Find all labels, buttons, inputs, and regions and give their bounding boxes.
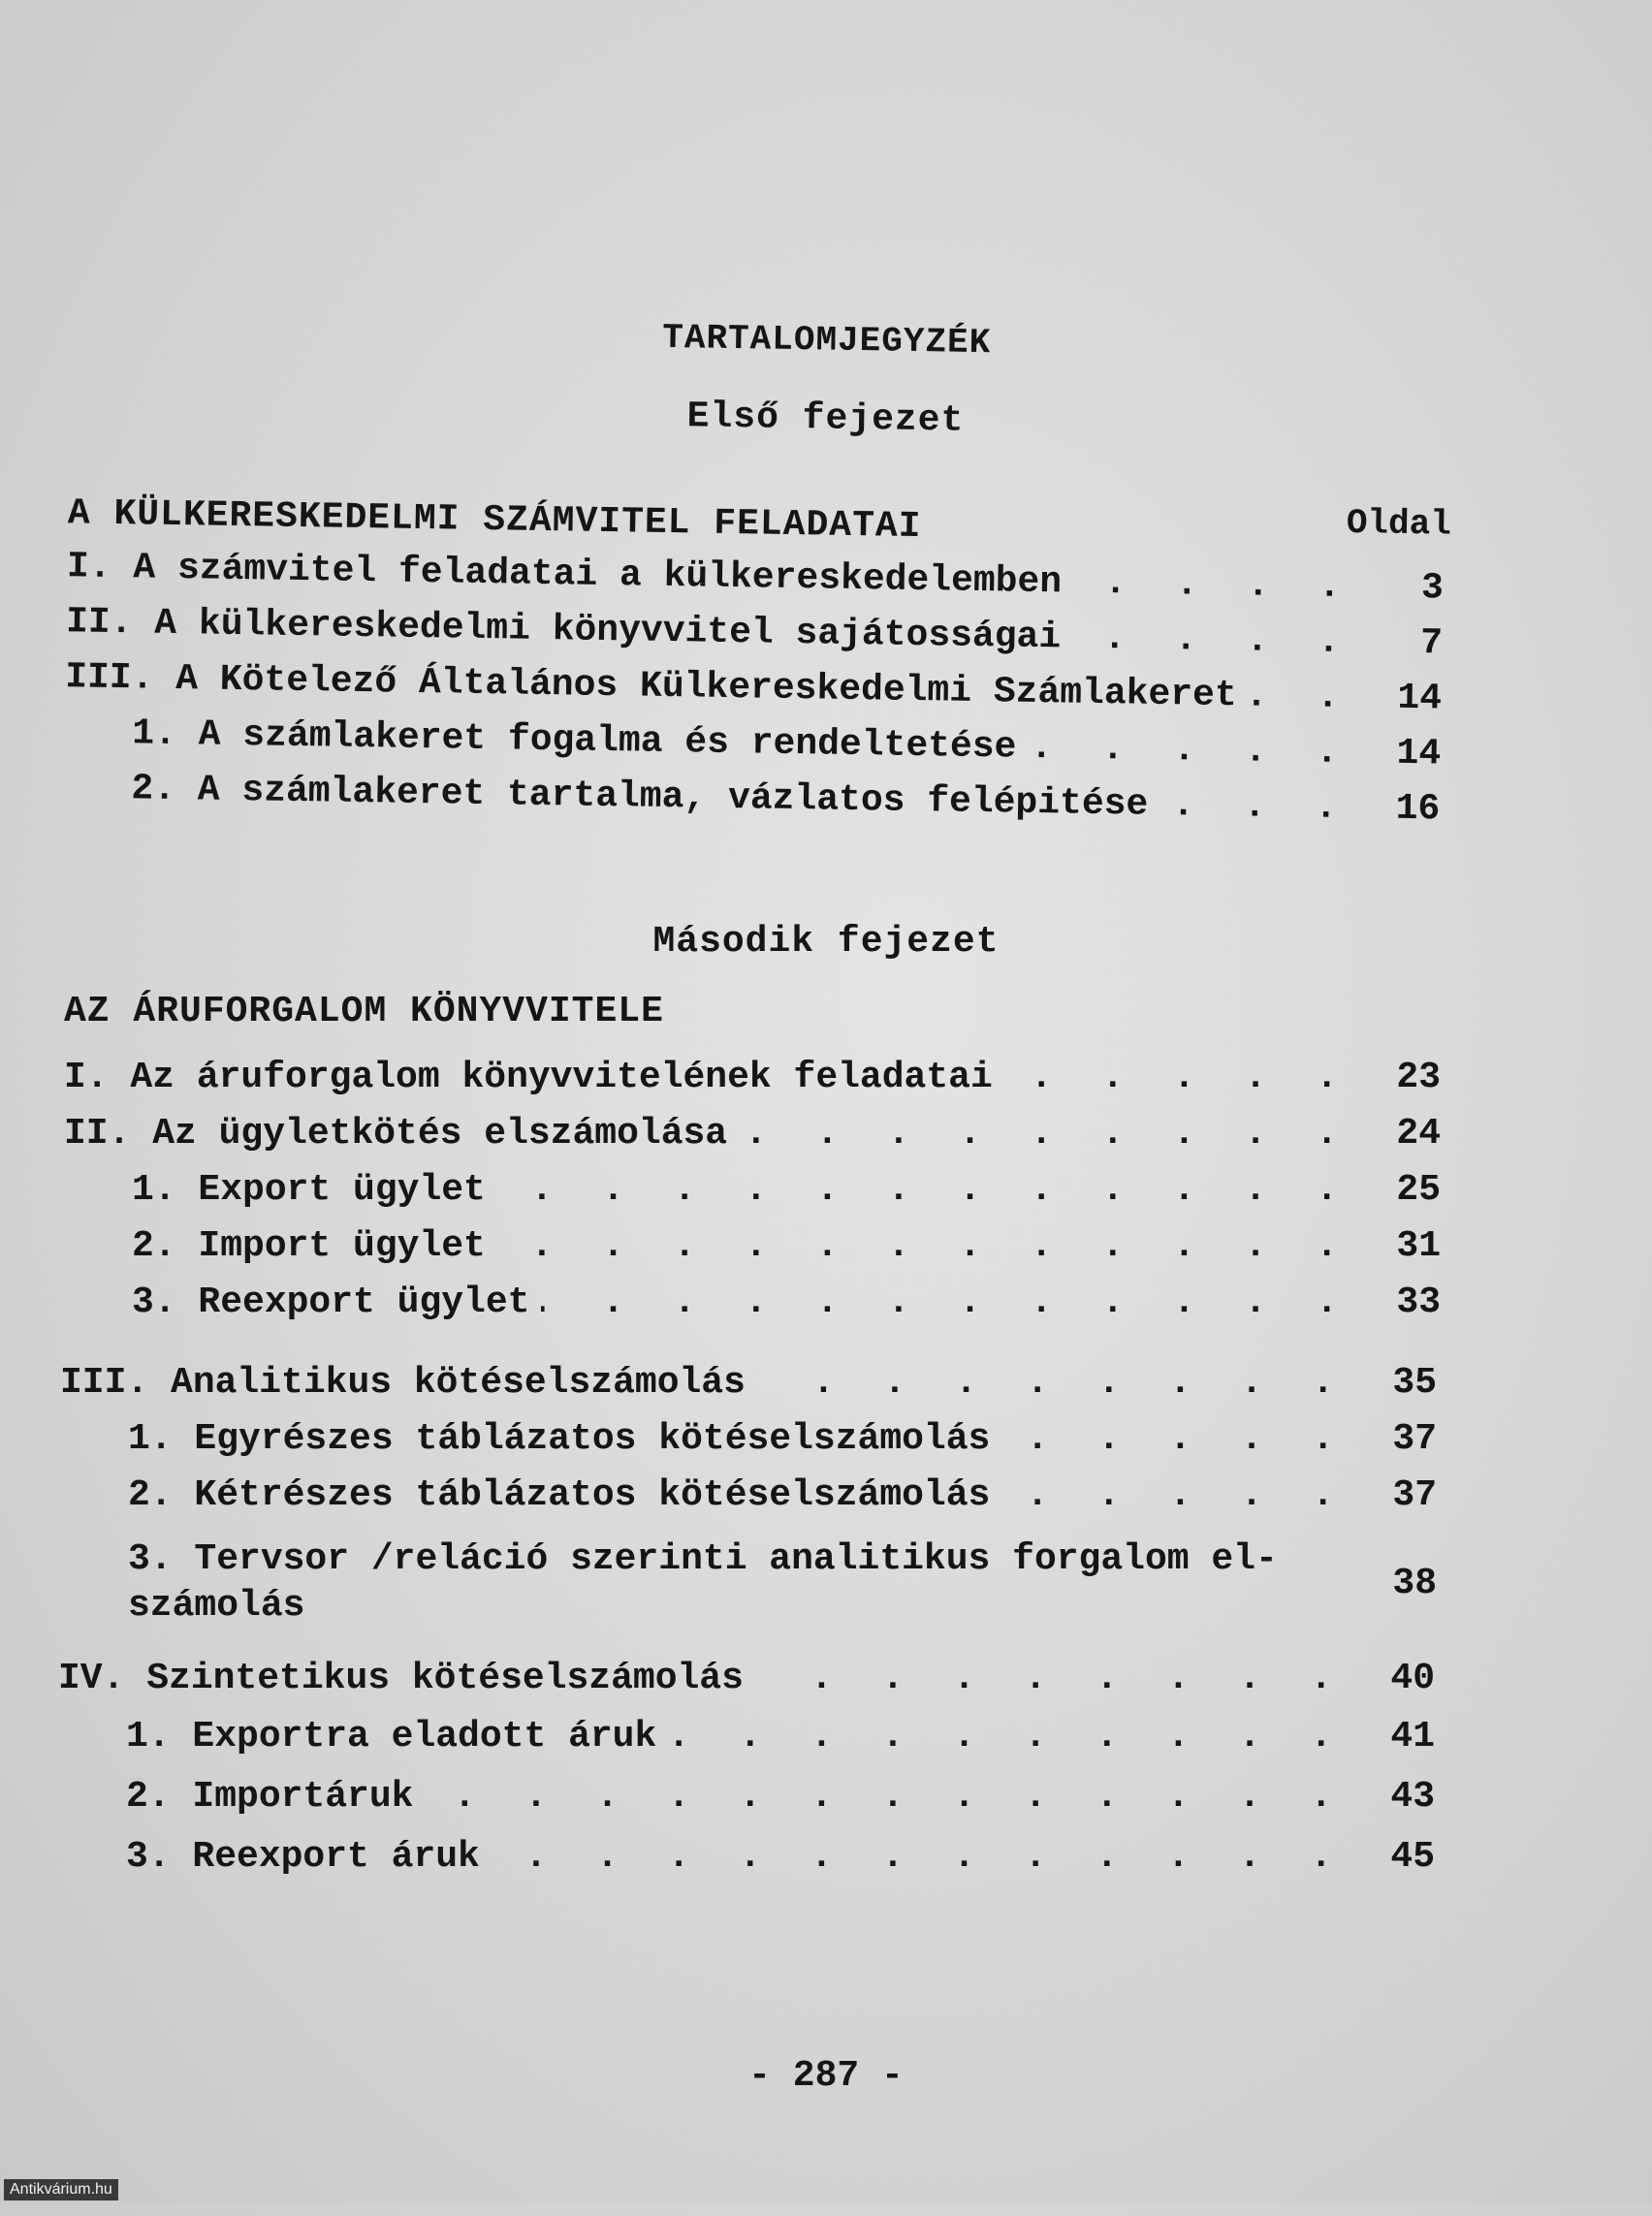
leader-dots [497,1225,1351,1267]
toc-row [58,1776,1435,1822]
toc-row [64,1225,1441,1272]
toc-row-page: 7 [1419,622,1444,665]
toc-row [60,1418,1437,1465]
toc-row-page: 14 [1396,732,1442,776]
toc-row-text: 1. A számlakeret fogalma és rendeltetése [131,712,1017,769]
toc-row-page: 38 [1392,1562,1437,1604]
toc-row-page: 40 [1390,1658,1435,1699]
toc-row [64,1169,1441,1216]
toc-row-text: 2. Importáruk [126,1776,414,1818]
toc-row-text: 2. Import ügylet [132,1225,486,1267]
toc-row-page: 16 [1395,787,1441,831]
leader-dots [739,1113,1351,1155]
leader-dots [492,1836,1346,1878]
leader-dots [497,1169,1351,1211]
leader-dots [1001,1474,1348,1516]
toc-row-page: 45 [1390,1836,1435,1878]
leader-dots [541,1282,1351,1323]
toc-row [60,1362,1437,1409]
toc-row [64,1282,1441,1328]
toc-row-text: 3. Reexport áruk [126,1836,480,1878]
toc-row [58,1716,1435,1762]
toc-row [60,1474,1437,1521]
leader-dots [668,1716,1346,1757]
toc-row-text: 3. Reexport ügylet [132,1282,530,1323]
leader-dots [757,1362,1348,1404]
toc-row [58,1836,1435,1883]
toc-row-text: II. Az ügyletkötés elszámolása [64,1113,728,1155]
toc-row-text: I. A számvitel feladatai a külkereskedelemben [66,546,1063,604]
toc-row-page: 23 [1396,1057,1441,1098]
toc-row-text: 1. Exportra eladott áruk [126,1716,657,1757]
toc-row [64,1057,1441,1103]
toc-row-page: 37 [1392,1418,1437,1460]
leader-dots [1073,562,1354,609]
toc-row-text: 3. Tervsor /reláció szerinti analitikus forgalom el-számolás [128,1538,1278,1627]
toc-row-text: 1. Export ügylet [132,1169,486,1211]
chapter1-label: Első fejezet [686,396,965,442]
toc-row-page: 41 [1390,1716,1435,1757]
page-column-label: Oldal [1346,502,1452,545]
toc-row-text: 2. A számlakeret tartalma, vázlatos felépitése [131,768,1149,826]
toc-row [63,767,1441,835]
toc-row-text: 1. Egyrészes táblázatos kötéselszámolás [128,1418,991,1460]
toc-row-page: 37 [1392,1474,1437,1516]
toc-row-page: 25 [1396,1169,1441,1211]
toc-row [58,1658,1435,1704]
toc-row-text: 2. Kétrészes táblázatos kötéselszámolás [128,1474,991,1516]
page-number: - 287 - [748,2055,904,2097]
leader-dots [755,1658,1346,1699]
toc-row-text: IV. Szintetikus kötéselszámolás [58,1658,744,1699]
leader-dots [425,1776,1346,1818]
leader-dots [1028,727,1351,774]
toc-row-page: 24 [1396,1113,1441,1155]
toc-row-text: I. Az áruforgalom könyvvitelének feladatai [64,1057,993,1098]
leader-dots [1001,1418,1348,1460]
toc-row-page: 43 [1390,1776,1435,1818]
toc-row-text: III. A Kötelező Általános Külkereskedelmi Számlakeret [64,656,1238,717]
leader-dots [1072,617,1353,664]
toc-row-page: 33 [1396,1282,1441,1323]
toc-row-page: 31 [1396,1225,1441,1267]
toc-row-page: 3 [1420,567,1445,610]
toc-row-text: II. A külkereskedelmi könyvvitel sajátosságai [65,601,1062,659]
chapter2-label: Második fejezet [652,921,1000,963]
chapter2-heading: AZ ÁRUFORGALOM KÖNYVVITELE [64,991,664,1032]
page-title: TARTALOMJEGYZÉK [661,317,992,364]
toc-row-page: 14 [1397,677,1443,720]
leader-dots [1160,784,1351,829]
toc-row [60,1536,1437,1630]
chapter1-heading: A KÜLKERESKEDELMI SZÁMVITEL FELADATAI [67,492,922,549]
toc-row-text: III. Analitikus kötéselszámolás [60,1362,746,1404]
leader-dots [1004,1057,1351,1098]
leader-dots [1248,675,1352,718]
toc-row [64,1113,1441,1159]
toc-row-page: 35 [1392,1362,1437,1404]
watermark: Antikvárium.hu [4,2179,118,2200]
